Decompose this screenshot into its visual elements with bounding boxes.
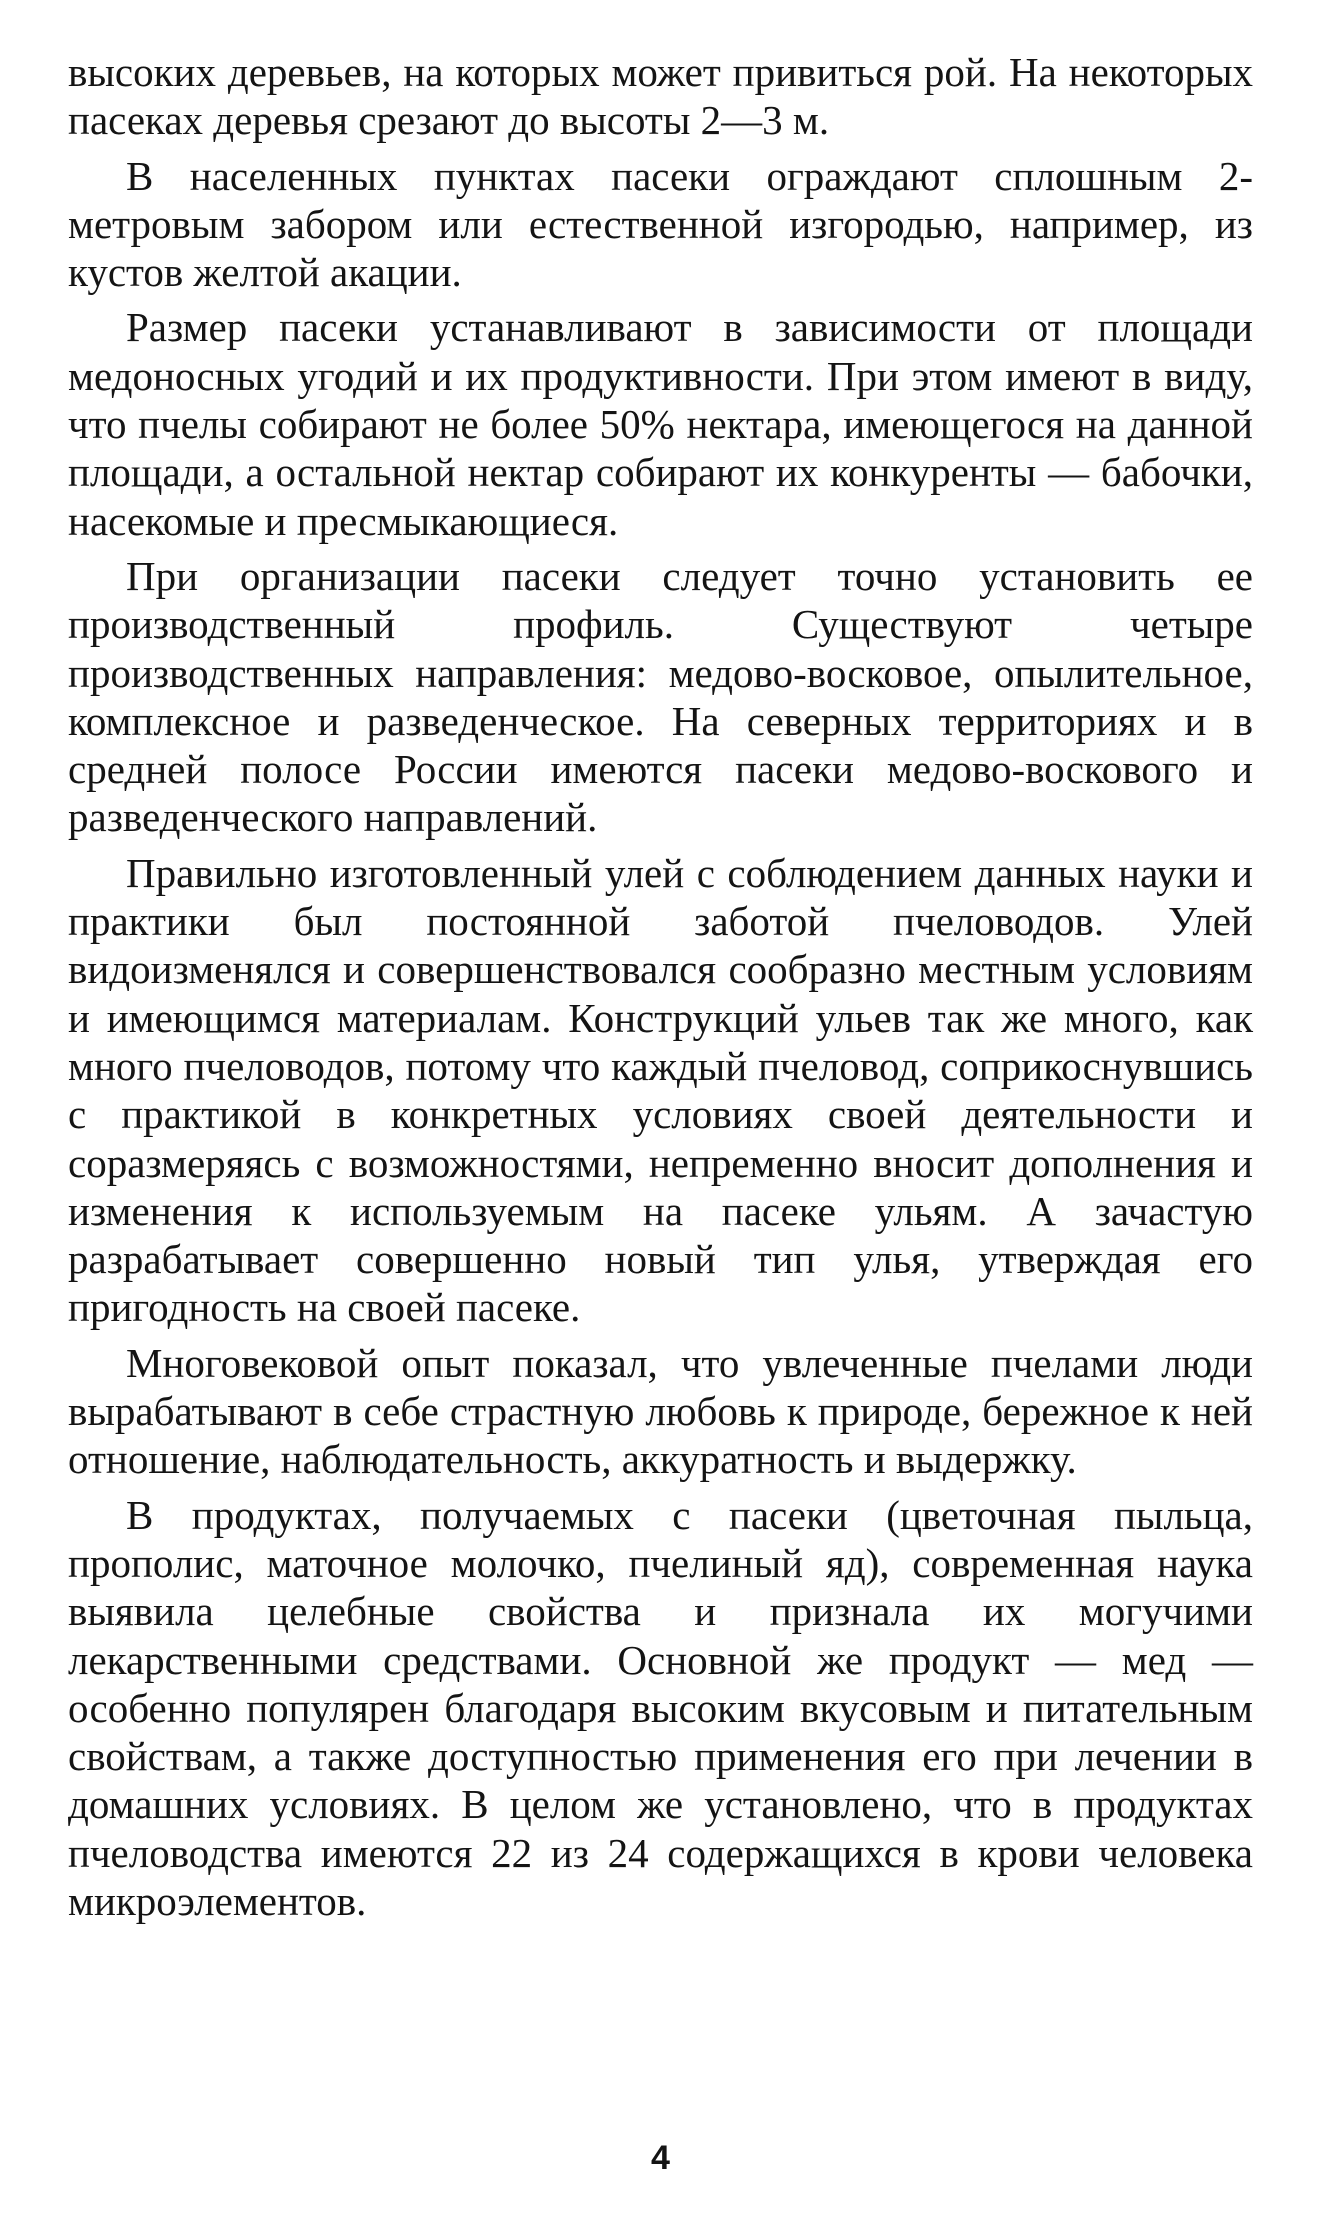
paragraph-experience: Многовековой опыт показал, что увлеченные пчелами люди вырабатывают в себе страстную любовь к природе, бережное к ней отношение, наблюдательность, аккуратность и выдержку. xyxy=(68,1339,1253,1483)
paragraph-hive-design: Правильно изготовленный улей с соблюдением данных науки и практики был постоянной заботой пчеловодов. Улей видоизменялся и совершенствовался сообразно местным условиям и имеющимся материалам. Конструкций ульев так же много, как много пчеловодов, потому что каждый пчеловод, соприкоснувшись с практикой в конкретных условиях своей деятельности и соразмеряясь с возможностями, непременно вносит дополнения и изменения к используемым на пасеке ульям. А зачастую разрабатывает совершенно новый тип улья, утверждая его пригодность на своей пасеке. xyxy=(68,849,1253,1331)
paragraph-apiary-size: Размер пасеки устанавливают в зависимости от площади медоносных угодий и их продуктивности. При этом имеют в виду, что пчелы собирают не более 50% нектара, имеющегося на данной площади, а остальной нектар собирают их конкуренты — бабочки, насекомые и пресмыкающиеся. xyxy=(68,304,1253,544)
paragraph-continuation: высоких деревьев, на которых может привиться рой. На некоторых пасеках деревья срезают до высоты 2—3 м. xyxy=(68,49,1253,144)
page-number: 4 xyxy=(651,2139,670,2177)
paragraph-fencing: В населенных пунктах пасеки ограждают сплошным 2-метровым забором или естественной изгородью, например, из кустов желтой акации. xyxy=(68,152,1253,296)
paragraph-bee-products: В продуктах, получаемых с пасеки (цветочная пыльца, прополис, маточное молочко, пчелиный яд), современная наука выявила целебные свойства и признала их могучими лекарственными средствами. Основной же продукт — мед — особенно популярен благодаря высоким вкусовым и питательным свойствам, а также доступностью применения его при лечении в домашних условиях. В целом же установлено, что в продуктах пчеловодства имеются 22 из 24 содержащихся в крови человека микроэлементов. xyxy=(68,1491,1253,1924)
document-page xyxy=(68,48,1253,2188)
paragraph-production-profile: При организации пасеки следует точно установить ее производственный профиль. Существуют четыре производственных направления: медово-восковое, опылительное, комплексное и разведенческое. На северных территориях и в средней полосе России имеются пасеки медово-воскового и разведенческого направлений. xyxy=(68,552,1253,841)
